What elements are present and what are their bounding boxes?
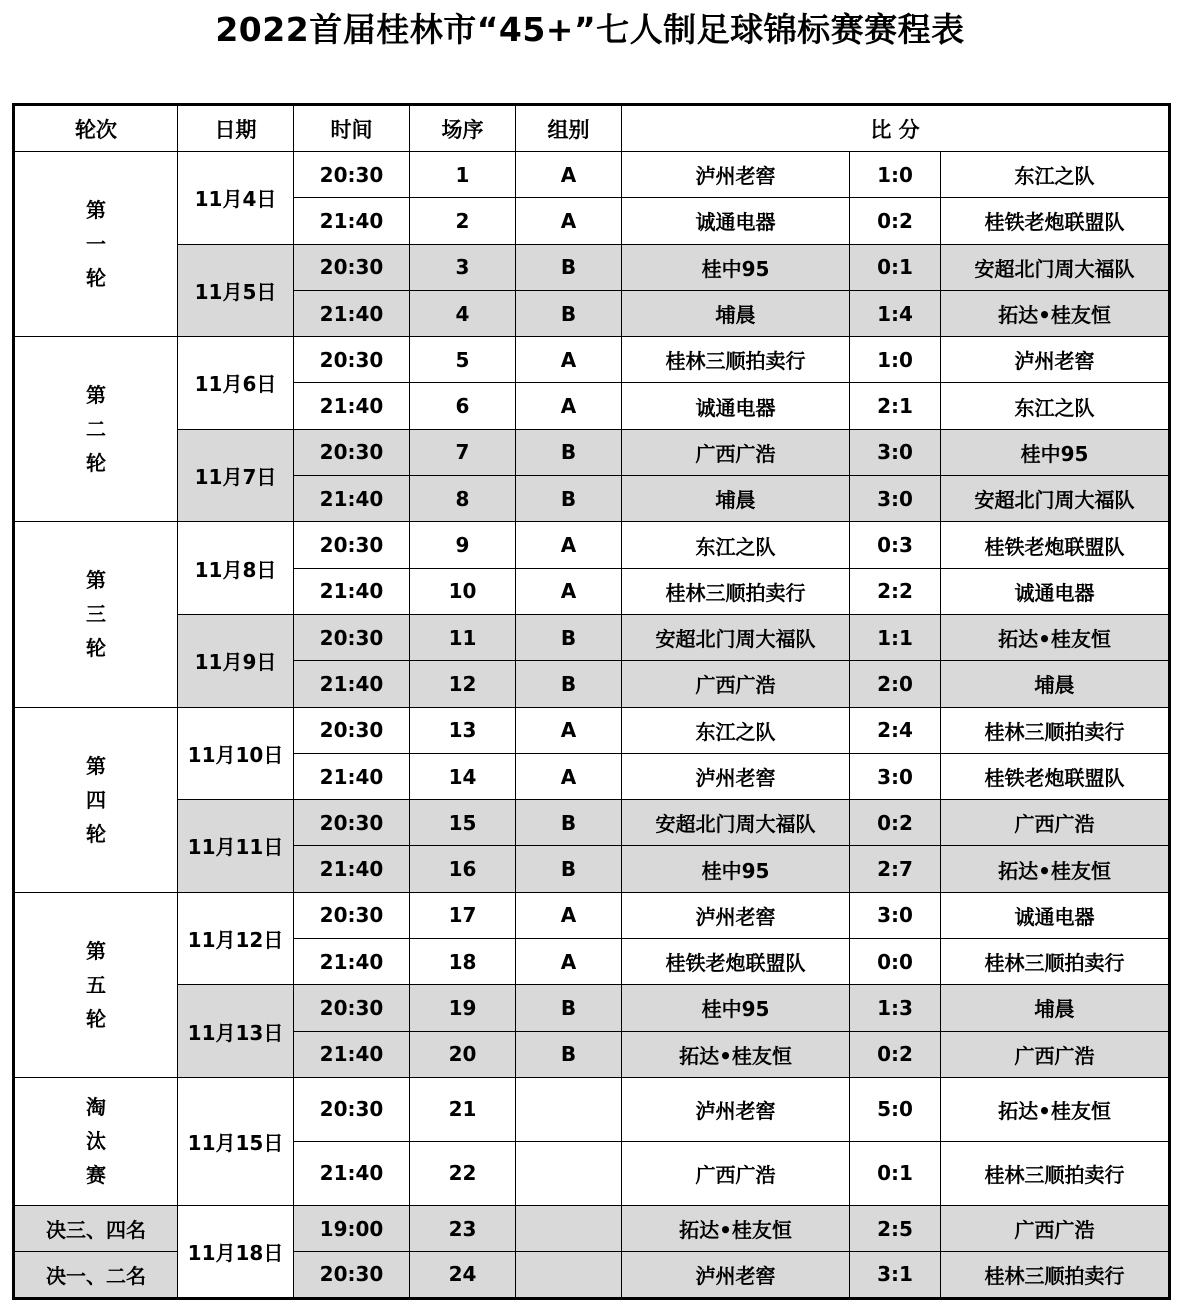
match-no-cell: 7 — [410, 429, 516, 475]
time-cell: 21:40 — [294, 661, 410, 707]
table-row — [14, 892, 1170, 938]
home-team-cell: 东江之队 — [622, 707, 850, 753]
match-no-cell: 21 — [410, 1077, 516, 1141]
date-cell: 11月9日 — [178, 614, 294, 707]
round-char: 汰 — [86, 1129, 106, 1154]
score-cell: 0:3 — [850, 522, 941, 568]
home-team-cell: 泸州老窖 — [622, 892, 850, 938]
group-cell: B — [516, 661, 622, 707]
away-team-cell: 拓达•桂友恒 — [941, 614, 1170, 660]
score-cell: 1:0 — [850, 152, 941, 198]
match-no-cell: 18 — [410, 939, 516, 985]
home-team-cell: 安超北门周大福队 — [622, 614, 850, 660]
group-cell: B — [516, 244, 622, 290]
round-char: 第 — [86, 568, 106, 593]
match-no-cell: 2 — [410, 198, 516, 244]
group-cell: A — [516, 707, 622, 753]
score-cell: 2:7 — [850, 846, 941, 892]
date-cell: 11月13日 — [178, 985, 294, 1078]
date-cell: 11月18日 — [178, 1205, 294, 1298]
date-cell: 11月6日 — [178, 337, 294, 430]
round-char: 第 — [86, 938, 106, 963]
header-match-no: 场序 — [410, 105, 516, 152]
group-cell: A — [516, 337, 622, 383]
match-no-cell: 9 — [410, 522, 516, 568]
score-cell: 3:0 — [850, 476, 941, 522]
home-team-cell: 广西广浩 — [622, 429, 850, 475]
group-cell — [516, 1252, 622, 1298]
group-cell: A — [516, 152, 622, 198]
time-cell: 21:40 — [294, 753, 410, 799]
table-row — [14, 429, 1170, 475]
schedule-table — [12, 103, 1171, 1300]
match-no-cell: 16 — [410, 846, 516, 892]
round-char: 赛 — [86, 1163, 106, 1188]
away-team-cell: 拓达•桂友恒 — [941, 1077, 1170, 1141]
score-cell: 0:2 — [850, 1031, 941, 1077]
group-cell: B — [516, 800, 622, 846]
away-team-cell: 诚通电器 — [941, 568, 1170, 614]
score-cell: 3:1 — [850, 1252, 941, 1298]
score-cell: 0:2 — [850, 198, 941, 244]
match-no-cell: 8 — [410, 476, 516, 522]
away-team-cell: 桂铁老炮联盟队 — [941, 753, 1170, 799]
home-team-cell: 桂中95 — [622, 985, 850, 1031]
group-cell: A — [516, 892, 622, 938]
score-cell: 1:4 — [850, 290, 941, 336]
time-cell: 20:30 — [294, 337, 410, 383]
home-team-cell: 桂铁老炮联盟队 — [622, 939, 850, 985]
round-cell — [14, 1077, 178, 1205]
date-cell: 11月8日 — [178, 522, 294, 615]
match-no-cell: 13 — [410, 707, 516, 753]
score-cell: 1:1 — [850, 614, 941, 660]
time-cell: 21:40 — [294, 846, 410, 892]
score-cell: 3:0 — [850, 892, 941, 938]
match-no-cell: 5 — [410, 337, 516, 383]
match-no-cell: 6 — [410, 383, 516, 429]
header-row — [14, 105, 1170, 152]
group-cell: B — [516, 985, 622, 1031]
time-cell: 21:40 — [294, 1031, 410, 1077]
group-cell: B — [516, 614, 622, 660]
home-team-cell: 拓达•桂友恒 — [622, 1205, 850, 1251]
home-team-cell: 泸州老窖 — [622, 1077, 850, 1141]
away-team-cell: 广西广浩 — [941, 1205, 1170, 1251]
away-team-cell: 桂林三顺拍卖行 — [941, 939, 1170, 985]
time-cell: 21:40 — [294, 290, 410, 336]
header-round: 轮次 — [14, 105, 178, 152]
header-time: 时间 — [294, 105, 410, 152]
table-row — [14, 985, 1170, 1031]
match-no-cell: 12 — [410, 661, 516, 707]
table-row — [14, 152, 1170, 198]
time-cell: 20:30 — [294, 522, 410, 568]
round-char: 轮 — [86, 821, 106, 846]
group-cell: B — [516, 429, 622, 475]
score-cell: 3:0 — [850, 429, 941, 475]
time-cell: 20:30 — [294, 244, 410, 290]
time-cell: 20:30 — [294, 707, 410, 753]
group-cell: A — [516, 383, 622, 429]
time-cell: 20:30 — [294, 1252, 410, 1298]
time-cell: 20:30 — [294, 892, 410, 938]
table-row — [14, 707, 1170, 753]
match-no-cell: 22 — [410, 1141, 516, 1205]
home-team-cell: 埔晨 — [622, 290, 850, 336]
match-no-cell: 24 — [410, 1252, 516, 1298]
time-cell: 20:30 — [294, 614, 410, 660]
date-cell: 11月15日 — [178, 1077, 294, 1205]
match-no-cell: 10 — [410, 568, 516, 614]
score-cell: 3:0 — [850, 753, 941, 799]
home-team-cell: 广西广浩 — [622, 1141, 850, 1205]
group-cell: A — [516, 522, 622, 568]
round-char: 轮 — [86, 636, 106, 661]
round-cell — [14, 892, 178, 1077]
time-cell: 20:30 — [294, 985, 410, 1031]
time-cell: 19:00 — [294, 1205, 410, 1251]
time-cell: 21:40 — [294, 198, 410, 244]
away-team-cell: 桂林三顺拍卖行 — [941, 707, 1170, 753]
time-cell: 20:30 — [294, 429, 410, 475]
home-team-cell: 东江之队 — [622, 522, 850, 568]
score-cell: 0:1 — [850, 1141, 941, 1205]
time-cell: 21:40 — [294, 568, 410, 614]
date-cell: 11月10日 — [178, 707, 294, 800]
round-char: 轮 — [86, 451, 106, 476]
date-cell: 11月12日 — [178, 892, 294, 985]
score-cell: 2:4 — [850, 707, 941, 753]
away-team-cell: 东江之队 — [941, 383, 1170, 429]
match-no-cell: 14 — [410, 753, 516, 799]
away-team-cell: 桂林三顺拍卖行 — [941, 1141, 1170, 1205]
table-row — [14, 800, 1170, 846]
round-cell: 决三、四名 — [14, 1205, 178, 1251]
score-cell: 1:3 — [850, 985, 941, 1031]
home-team-cell: 拓达•桂友恒 — [622, 1031, 850, 1077]
match-no-cell: 11 — [410, 614, 516, 660]
away-team-cell: 桂铁老炮联盟队 — [941, 198, 1170, 244]
group-cell: B — [516, 846, 622, 892]
home-team-cell: 桂林三顺拍卖行 — [622, 568, 850, 614]
round-char: 第 — [86, 198, 106, 223]
away-team-cell: 埔晨 — [941, 985, 1170, 1031]
round-char: 轮 — [86, 266, 106, 291]
round-char: 轮 — [86, 1006, 106, 1031]
round-cell: 决一、二名 — [14, 1252, 178, 1298]
round-char: 第 — [86, 383, 106, 408]
time-cell: 20:30 — [294, 1077, 410, 1141]
away-team-cell: 埔晨 — [941, 661, 1170, 707]
score-cell: 0:2 — [850, 800, 941, 846]
table-row — [14, 337, 1170, 383]
away-team-cell: 桂林三顺拍卖行 — [941, 1252, 1170, 1298]
match-no-cell: 1 — [410, 152, 516, 198]
home-team-cell: 安超北门周大福队 — [622, 800, 850, 846]
match-no-cell: 19 — [410, 985, 516, 1031]
match-no-cell: 17 — [410, 892, 516, 938]
score-cell: 0:1 — [850, 244, 941, 290]
away-team-cell: 桂中95 — [941, 429, 1170, 475]
home-team-cell: 桂中95 — [622, 244, 850, 290]
round-char: 第 — [86, 753, 106, 778]
score-cell: 1:0 — [850, 337, 941, 383]
page-title: 2022首届桂林市“45+”七人制足球锦标赛赛程表 — [215, 10, 965, 49]
time-cell: 20:30 — [294, 152, 410, 198]
score-cell: 2:0 — [850, 661, 941, 707]
home-team-cell: 泸州老窖 — [622, 753, 850, 799]
group-cell: A — [516, 568, 622, 614]
time-cell: 20:30 — [294, 800, 410, 846]
date-cell: 11月11日 — [178, 800, 294, 893]
round-char: 一 — [86, 232, 106, 257]
score-cell: 5:0 — [850, 1077, 941, 1141]
header-date: 日期 — [178, 105, 294, 152]
round-cell — [14, 337, 178, 522]
group-cell: B — [516, 476, 622, 522]
table-row — [14, 1205, 1170, 1251]
match-no-cell: 3 — [410, 244, 516, 290]
away-team-cell: 泸州老窖 — [941, 337, 1170, 383]
home-team-cell: 泸州老窖 — [622, 152, 850, 198]
time-cell: 21:40 — [294, 1141, 410, 1205]
group-cell: B — [516, 290, 622, 336]
away-team-cell: 广西广浩 — [941, 1031, 1170, 1077]
round-char: 二 — [86, 417, 106, 442]
match-no-cell: 4 — [410, 290, 516, 336]
score-cell: 2:5 — [850, 1205, 941, 1251]
away-team-cell: 桂铁老炮联盟队 — [941, 522, 1170, 568]
group-cell: A — [516, 198, 622, 244]
away-team-cell: 拓达•桂友恒 — [941, 290, 1170, 336]
away-team-cell: 诚通电器 — [941, 892, 1170, 938]
home-team-cell: 埔晨 — [622, 476, 850, 522]
time-cell: 21:40 — [294, 939, 410, 985]
time-cell: 21:40 — [294, 476, 410, 522]
home-team-cell: 桂林三顺拍卖行 — [622, 337, 850, 383]
round-cell — [14, 522, 178, 707]
table-row — [14, 1077, 1170, 1141]
group-cell — [516, 1077, 622, 1141]
match-no-cell: 20 — [410, 1031, 516, 1077]
away-team-cell: 安超北门周大福队 — [941, 244, 1170, 290]
table-row — [14, 244, 1170, 290]
date-cell: 11月7日 — [178, 429, 294, 522]
table-row — [14, 522, 1170, 568]
home-team-cell: 诚通电器 — [622, 198, 850, 244]
group-cell — [516, 1141, 622, 1205]
home-team-cell: 桂中95 — [622, 846, 850, 892]
round-char: 五 — [86, 972, 106, 997]
away-team-cell: 东江之队 — [941, 152, 1170, 198]
home-team-cell: 诚通电器 — [622, 383, 850, 429]
match-no-cell: 23 — [410, 1205, 516, 1251]
away-team-cell: 广西广浩 — [941, 800, 1170, 846]
score-cell: 2:1 — [850, 383, 941, 429]
group-cell: A — [516, 753, 622, 799]
group-cell — [516, 1205, 622, 1251]
score-cell: 2:2 — [850, 568, 941, 614]
home-team-cell: 泸州老窖 — [622, 1252, 850, 1298]
time-cell: 21:40 — [294, 383, 410, 429]
match-no-cell: 15 — [410, 800, 516, 846]
round-cell — [14, 152, 178, 337]
round-char: 三 — [86, 602, 106, 627]
date-cell: 11月4日 — [178, 152, 294, 245]
home-team-cell: 广西广浩 — [622, 661, 850, 707]
header-group: 组别 — [516, 105, 622, 152]
group-cell: B — [516, 1031, 622, 1077]
away-team-cell: 安超北门周大福队 — [941, 476, 1170, 522]
table-row — [14, 614, 1170, 660]
away-team-cell: 拓达•桂友恒 — [941, 846, 1170, 892]
date-cell: 11月5日 — [178, 244, 294, 337]
score-cell: 0:0 — [850, 939, 941, 985]
header-score: 比 分 — [622, 105, 1170, 152]
group-cell: A — [516, 939, 622, 985]
round-cell — [14, 707, 178, 892]
round-char: 四 — [86, 787, 106, 812]
round-char: 淘 — [86, 1095, 106, 1120]
